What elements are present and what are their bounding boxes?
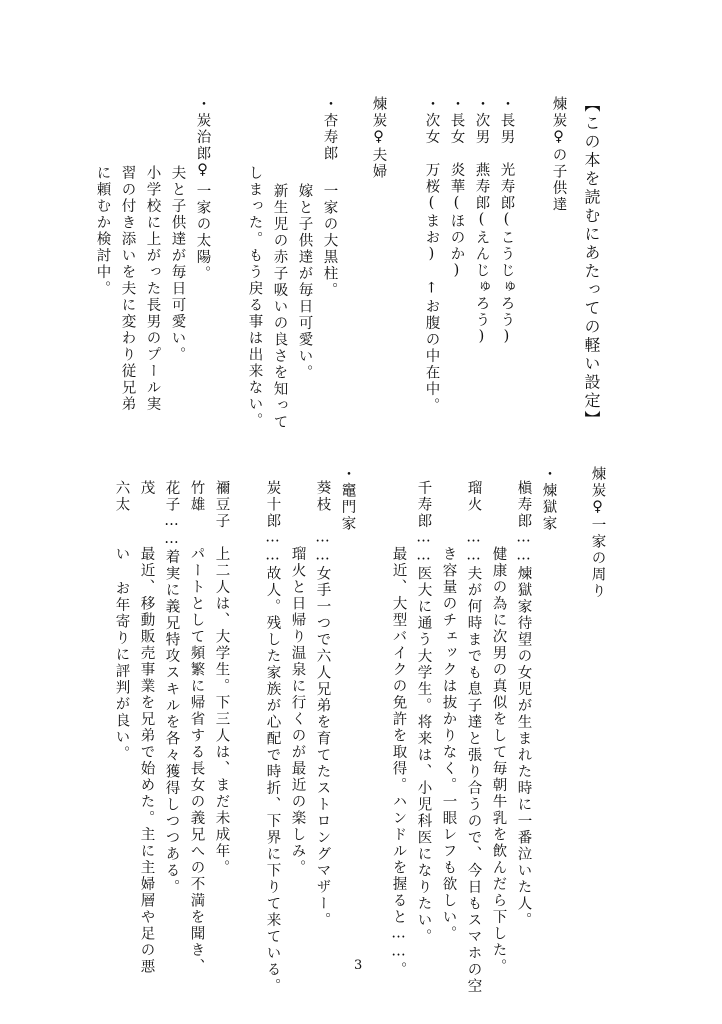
senjuro-entry: 最近、大型バイクの免許を取得。ハンドルを握ると……。 [390, 546, 407, 978]
shinjuro-entry: 健康の為に次男の真似をして毎朝牛乳を飲んだら下した。 [490, 546, 507, 975]
tanjiro-line: 夫と子供達が毎日可愛い。 [169, 165, 186, 363]
tanjiro-line: 習の付き添いを夫に変わり従兄弟 [119, 165, 136, 413]
kyojuro-line: 新生児の赤子吸いの良さを知って [271, 183, 288, 431]
siblings-entry: 禰豆子 上二人は、大学生。下三人は、まだ未成年。 [213, 480, 230, 876]
child-second-son: ・次男 燕寿郎(えんじゅろう) [473, 96, 490, 347]
tanjuro-entry: 炭十郎……故人。残した家族が心配で時折、下界に下りて来ている。 [264, 480, 281, 995]
ruka-entry: き容量のチェックは抜かりなく。一眼レフも欲しい。 [440, 546, 457, 942]
tanjiro-line: に頼むか検討中。 [94, 165, 111, 297]
couple-heading: 煉炭♀夫婦 [370, 96, 387, 180]
kamado-family-heading: ・竈門家 [339, 466, 356, 532]
kyojuro-line: しまった。もう戻る事は出来ない。 [246, 165, 263, 429]
rengoku-family-heading: ・煉獄家 [540, 466, 557, 532]
page-number: 3 [354, 958, 363, 973]
shinjuro-entry: 槇寿郎……煉獄家待望の女児が生まれた時に一番泣いた人。 [515, 480, 532, 929]
siblings-entry: 花子……着実に義兄特攻スキルを各々獲得しつつある。 [163, 480, 180, 896]
child-eldest-daughter: ・長女 炎華(ほのか) [448, 96, 465, 281]
tanjiro-line: 小学校に上がった長男のプール実 [144, 165, 161, 413]
kie-entry: 瑠火と日帰り温泉に行くのが最近の楽しみ。 [289, 546, 306, 876]
kyojuro-line: 一家の大黒柱。 [321, 183, 338, 299]
children-heading: 煉炭♀の子供達 [550, 96, 567, 213]
child-second-daughter: ・次女 万桜(まお) ↑お腹の中在中。 [423, 96, 440, 414]
kyojuro-name: ・杏寿郎 [321, 96, 338, 162]
senjuro-entry: 千寿郎……医大に通う大学生。将来は、小児科医になりたい。 [415, 480, 432, 945]
siblings-entry: 茂 最近、移動販売事業を兄弟で始めた。主に主婦層や足の悪 [138, 480, 155, 975]
tanjiro-line: 一家の太陽。 [194, 183, 211, 282]
ruka-entry: 瑠火 ……夫が何時までも息子達と張り合うので、今日もスマホの空 [465, 480, 482, 995]
kyojuro-line: 嫁と子供達が毎日可愛い。 [296, 183, 313, 381]
surroundings-heading: 煉炭♀一家の周り [589, 466, 606, 600]
child-eldest-son: ・長男 光寿郎(こうじゅろう) [498, 96, 515, 347]
page-title: 【この本を読むにあたっての軽い設定】 [582, 96, 601, 429]
tanjiro-name: ・炭治郎♀ [194, 96, 211, 180]
siblings-entry: 六太 い お年寄りに評判が良い。 [113, 480, 130, 762]
siblings-entry: 竹雄 パートとして頻繁に帰省する長女の義兄への不満を聞き、 [188, 480, 205, 975]
kie-entry: 葵枝 ……女手一つで六人兄弟を育てたストロングマザー。 [314, 480, 331, 929]
